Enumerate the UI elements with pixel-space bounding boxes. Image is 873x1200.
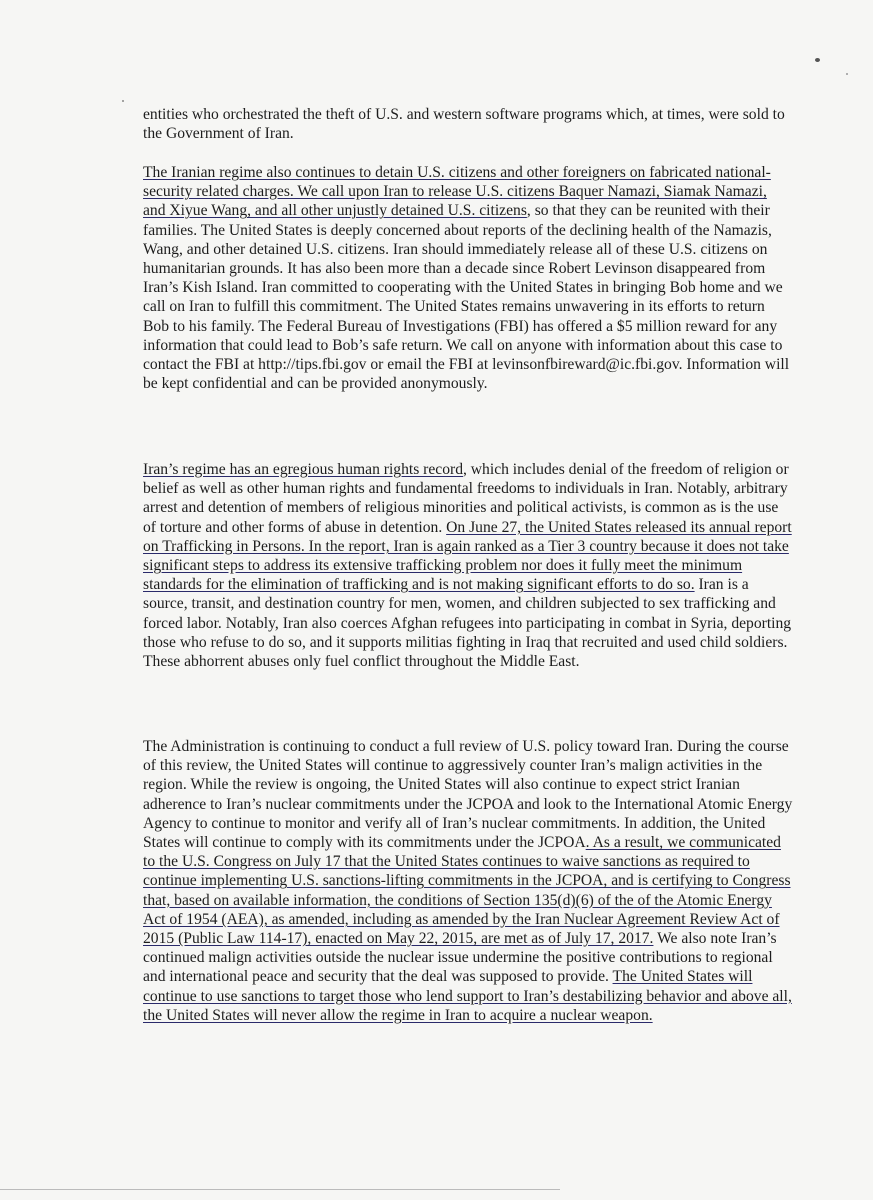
underlined-text: Iran’s regime has an egregious human rights record bbox=[143, 461, 463, 478]
underlined-text: . As a result, we communicated to the U.S. Congress on July 17 that the United States continues to waive sanctions as required to continue implementing U.S. sanctions-lifting commitments in the JCPOA, and is certifying to Congress that, based on available information, the conditions of Section 135(d)(6) of the of the Atomic Energy Act of 1954 (AEA), as amended, including as amended by the Iran Nuclear Agreement Review Act of 2015 (Public Law 114-17), enacted on May 22, 2015, are met as of July 17, 2017. bbox=[143, 834, 791, 948]
scan-speck bbox=[846, 73, 848, 75]
paragraph-text: The Administration is continuing to conduct a full review of U.S. policy toward Iran. During the course of this review, the United States will continue to aggressively counter Iran’s malign activities in the region. While the review is ongoing, the United States will also continue to expect strict Iranian adherence to Iran’s nuclear commitments under the JCPOA and look to the International Atomic Energy Agency to continue to monitor and verify all of Iran’s nuclear commitments. In addition, the United States will continue to comply with its commitments under the JCPOA bbox=[143, 738, 793, 852]
paragraph-text: We also note Iran’s continued malign activities outside the nuclear issue undermine the positive contributions to regional and international peace and security that the deal was supposed to provide. bbox=[143, 930, 777, 986]
paragraph-policy-review bbox=[143, 737, 793, 1025]
paragraph-human-rights bbox=[143, 460, 793, 671]
scan-bottom-edge bbox=[0, 1189, 560, 1190]
scan-speck bbox=[122, 100, 124, 102]
paragraph-text: , so that they can be reunited with their families. The United States is deeply concerned about reports of the declining health of the Namazis, Wang, and other detained U.S. citizens. Iran should immediately release all of these U.S. citizens on humanitarian grounds. It has also been more than a decade since Robert Levinson disappeared from Iran’s Kish Island. Iran committed to cooperating with the United States in bringing Bob home and we call on Iran to fulfill this commitment. The United States remains unwavering in its efforts to return Bob to his family. The Federal Bureau of Investigations (FBI) has offered a $5 million reward for any information that could lead to Bob’s safe return. We call on anyone with information about this case to contact the FBI at http://tips.fbi.gov or email the FBI at levinsonfbireward@ic.fbi.gov. Information will be kept confidential and can be provided anonymously. bbox=[143, 202, 790, 393]
underlined-text: The United States will continue to use sanctions to target those who lend support to Iran’s destabilizing behavior and above all, the United States will never allow the regime in Iran to acquire a nuclear weapon. bbox=[143, 968, 792, 1024]
paragraph-detained-citizens bbox=[143, 163, 793, 393]
paragraph-text: entities who orchestrated the theft of U.S. and western software programs which, at times, were sold to the Government of Iran. bbox=[143, 106, 785, 143]
underlined-text: On June 27, the United States released its annual report on Trafficking in Persons. In the report, Iran is again ranked as a Tier 3 country because it does not take significant steps to address its extensive trafficking problem nor does it fully meet the minimum standards for the elimination of trafficking and is not making significant efforts to do so. bbox=[143, 518, 792, 594]
underlined-text: The Iranian regime also continues to detain U.S. citizens and other foreigners on fabricated national-security related charges. We call upon Iran to release U.S. citizens Baquer Namazi, Siamak Namazi, and Xiyue Wang, and all other unjustly detained U.S. citizens bbox=[143, 164, 771, 220]
paragraph-text: , which includes denial of the freedom of religion or belief as well as other human rights and fundamental freedoms to individuals in Iran. Notably, arbitrary arrest and detention of members of religious minorities and political activists, is common as is the use of torture and other forms of abuse in detention. bbox=[143, 461, 789, 536]
paragraph-software-theft bbox=[143, 105, 793, 143]
paragraph-text: Iran is a source, transit, and destination country for men, women, and children subjected to sex trafficking and forced labor. Notably, Iran also coerces Afghan refugees into participating in combat in Syria, deporting those who refuse to do so, and it supports militias fighting in Iraq that recruited and used child soldiers. These abhorrent abuses only fuel conflict throughout the Middle East. bbox=[143, 576, 792, 671]
scan-speck bbox=[815, 58, 820, 62]
